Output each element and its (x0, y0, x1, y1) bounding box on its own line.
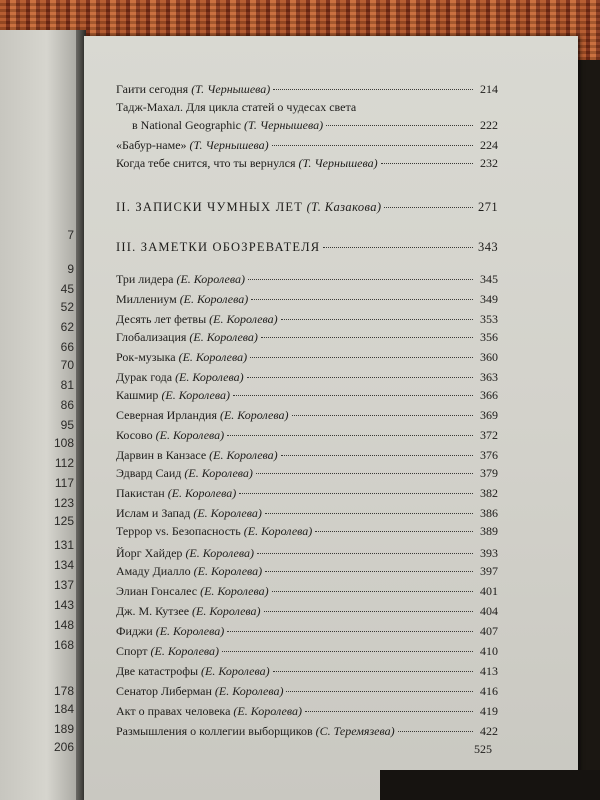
toc-entry-author: (Е. Королева) (192, 604, 261, 618)
toc-entry (116, 82, 498, 98)
toc-entry-page: 363 (480, 370, 498, 384)
toc-entry (116, 156, 498, 172)
toc-leader-dots (247, 377, 473, 378)
toc-entry-author: (Е. Королева) (176, 272, 245, 286)
left-page-number: 117 (54, 476, 74, 490)
left-page-number: 123 (53, 496, 74, 510)
toc-entry-author: (Е. Королева) (155, 624, 225, 638)
toc-entry-page: 416 (480, 684, 498, 698)
toc-entry-author: (Е. Королева) (150, 644, 220, 658)
toc-section (116, 240, 498, 256)
toc-section (116, 200, 498, 216)
toc-entry-title: Северная Ирландия (116, 408, 217, 422)
left-page-number: 206 (53, 740, 74, 754)
toc-leader-dots (273, 89, 473, 90)
toc-entry-page: 393 (480, 546, 498, 560)
toc-entry-title: Когда тебе снится, что ты вернулся (116, 156, 296, 170)
left-page-number: 108 (53, 436, 74, 450)
toc-entry-title: Три лидера (116, 272, 174, 286)
toc-entry (116, 312, 498, 328)
left-page-number: 86 (60, 398, 74, 412)
toc-entry-author: (Е. Королева) (167, 486, 237, 500)
toc-leader-dots (256, 473, 473, 474)
toc-entry (116, 350, 498, 366)
left-page-number: 66 (60, 340, 74, 354)
toc-entry-author: (Е. Королева) (179, 292, 249, 306)
toc-leader-dots (315, 531, 473, 532)
toc-leader-dots (398, 731, 473, 732)
toc-entry-title: Глобализация (116, 330, 187, 344)
toc-entry-author: (Е. Королева) (189, 330, 258, 344)
left-page-number: 62 (60, 320, 74, 334)
left-page-number: 9 (67, 262, 74, 276)
toc-entry-author: (Т. Чернышева) (189, 138, 269, 152)
toc-leader-dots (384, 207, 473, 208)
toc-entry (116, 546, 498, 562)
left-page-number: 52 (60, 300, 74, 314)
left-page-number: 168 (53, 638, 74, 652)
toc-entry-title: Десять лет фетвы (116, 312, 207, 326)
toc-entry-page: 407 (480, 624, 498, 638)
toc-leader-dots (281, 319, 473, 320)
left-page-number: 184 (53, 702, 74, 716)
toc-entry-author: (Е. Королева) (209, 448, 278, 462)
toc-entry-author: (Е. Королева) (193, 564, 263, 578)
toc-entry-page: 379 (480, 466, 498, 480)
toc-entry (116, 624, 498, 640)
toc-entry-page: 360 (480, 350, 498, 364)
toc-entry-title: Спорт (116, 644, 148, 658)
toc-entry (116, 428, 498, 444)
toc-entry-title: Гаити сегодня (116, 82, 189, 96)
toc-entry (116, 524, 498, 540)
left-page-number: 112 (54, 456, 74, 470)
toc-entry-title: Амаду Диалло (116, 564, 191, 578)
toc-entry-author: (Е. Королева) (185, 546, 254, 560)
left-page-number: 45 (60, 282, 74, 296)
toc-entry (116, 564, 498, 580)
toc-entry-title: III. ЗАМЕТКИ ОБОЗРЕВАТЕЛЯ (116, 240, 321, 254)
toc-entry-title: Кашмир (116, 388, 159, 402)
toc-entry (116, 448, 498, 464)
toc-entry-page: 369 (480, 408, 498, 422)
toc-entry-page: 353 (480, 312, 498, 326)
toc-entry-title: в National Geographic (132, 118, 241, 132)
toc-entry-title: Две катастрофы (116, 664, 199, 678)
toc-entry (116, 644, 498, 660)
toc-entry-title: Миллениум (116, 292, 177, 306)
toc-leader-dots (222, 651, 473, 652)
toc-entry (116, 604, 498, 620)
toc-leader-dots (264, 611, 473, 612)
toc-entry-title: Дарвин в Канзасе (116, 448, 207, 462)
toc-leader-dots (305, 711, 473, 712)
toc-entry-author: (Е. Королева) (178, 350, 248, 364)
toc-leader-dots (272, 145, 473, 146)
toc-entry-page: 345 (480, 272, 498, 286)
toc-entry-author: (Е. Королева) (184, 466, 253, 480)
toc-entry-author: (Е. Королева) (200, 584, 269, 598)
toc-leader-dots (239, 493, 473, 494)
left-page-number: 81 (60, 378, 74, 392)
left-page-number: 134 (53, 558, 74, 572)
toc-entry (116, 684, 498, 700)
toc-entry-title: Размышления о коллегии выборщиков (116, 724, 313, 738)
left-page-number: 95 (60, 418, 74, 432)
toc-entry-author: (Е. Королева) (201, 664, 270, 678)
toc-leader-dots (265, 513, 473, 514)
toc-leader-dots (381, 163, 473, 164)
toc-entry-page: 413 (480, 664, 498, 678)
toc-leader-dots (323, 247, 473, 248)
toc-entry-title: Террор vs. Безопасность (116, 524, 241, 538)
left-page-number: 143 (53, 598, 74, 612)
toc-entry (116, 388, 498, 404)
toc-entry-page: 271 (478, 200, 498, 214)
left-page-number: 178 (53, 684, 74, 698)
toc-entry-page: 389 (480, 524, 498, 538)
toc-entry-author: (Е. Королева) (161, 388, 230, 402)
toc-entry-title: Тадж-Махал. Для цикла статей о чудесах света (116, 100, 357, 114)
toc-entry-title: Дж. М. Кутзее (116, 604, 190, 618)
toc-entry-title: Эдвард Саид (116, 466, 182, 480)
toc-entry-page: 222 (480, 118, 498, 132)
toc-entry (116, 506, 498, 522)
toc-leader-dots (227, 631, 473, 632)
toc-entry (116, 408, 498, 424)
toc-entry (116, 466, 498, 482)
toc-entry-author: (Е. Королева) (175, 370, 244, 384)
toc-leader-dots (281, 455, 473, 456)
toc-entry-author: (Е. Королева) (219, 408, 289, 422)
left-page-number: 7 (67, 228, 74, 242)
toc-leader-dots (261, 337, 473, 338)
toc-leader-dots (265, 571, 473, 572)
toc-entry (116, 330, 498, 346)
toc-entry-title: Пакистан (116, 486, 165, 500)
toc-entry (116, 292, 498, 308)
toc-entry (132, 118, 498, 134)
previous-page-edge (0, 30, 78, 800)
toc-entry-title: Йорг Хайдер (116, 546, 183, 560)
toc-entry (116, 724, 498, 740)
toc-entry-author: (Е. Королева) (209, 312, 278, 326)
toc-entry (116, 704, 498, 720)
toc-entry-author: (Т. Казакова) (306, 200, 382, 214)
toc-leader-dots (257, 553, 473, 554)
toc-entry (116, 272, 498, 288)
toc-leader-dots (292, 415, 474, 416)
toc-leader-dots (248, 279, 473, 280)
left-page-number: 125 (53, 514, 74, 528)
toc-entry (116, 370, 498, 386)
toc-entry-title: Дурак года (116, 370, 173, 384)
toc-entry (116, 138, 498, 154)
toc-leader-dots (286, 691, 473, 692)
left-page-number: 189 (53, 722, 74, 736)
toc-entry-title: Ислам и Запад (116, 506, 191, 520)
toc-entry-title: Сенатор Либерман (116, 684, 212, 698)
toc-leader-dots (227, 435, 473, 436)
toc-entry-page: 224 (480, 138, 498, 152)
toc-entry-author: (Е. Королева) (233, 704, 302, 718)
toc-entry-page: 422 (480, 724, 498, 738)
toc-entry-title: Элиан Гонсалес (116, 584, 198, 598)
toc-entry-page: 382 (480, 486, 498, 500)
dark-object (380, 770, 600, 800)
toc-entry-title: Косово (116, 428, 153, 442)
toc-leader-dots (273, 671, 473, 672)
toc-entry-page: 214 (480, 82, 498, 96)
toc-entry-page: 419 (480, 704, 498, 718)
toc-entry-author: (Т. Чернышева) (243, 118, 324, 132)
toc-entry (116, 100, 498, 116)
toc-entry-page: 376 (480, 448, 498, 462)
toc-entry (116, 584, 498, 600)
toc-entry-page: 349 (480, 292, 498, 306)
toc-entry-title: II. ЗАПИСКИ ЧУМНЫХ ЛЕТ (116, 200, 304, 214)
toc-entry-title: Акт о правах человека (116, 704, 231, 718)
toc-entry-page: 386 (480, 506, 498, 520)
toc-entry-title: «Бабур-наме» (116, 138, 187, 152)
toc-entry-author: (Е. Королева) (243, 524, 313, 538)
toc-entry-author: (С. Теремязева) (315, 724, 395, 738)
left-page-number: 148 (53, 618, 74, 632)
toc-entry-page: 372 (480, 428, 498, 442)
toc-entry-title: Фиджи (116, 624, 153, 638)
toc-leader-dots (233, 395, 473, 396)
toc-entry-page: 356 (480, 330, 498, 344)
toc-entry-author: (Е. Королева) (193, 506, 262, 520)
toc-entry-author: (Е. Королева) (214, 684, 284, 698)
toc-entry-author: (Т. Чернышева) (191, 82, 271, 96)
toc-leader-dots (272, 591, 473, 592)
toc-entry-author: (Е. Королева) (155, 428, 225, 442)
page-number: 525 (474, 742, 492, 756)
left-page-number: 137 (53, 578, 74, 592)
left-page-number: 131 (53, 538, 74, 552)
toc-entry-page: 410 (480, 644, 498, 658)
left-page-number: 70 (60, 358, 74, 372)
toc-entry-page: 397 (480, 564, 498, 578)
toc-entry-author: (Т. Чернышева) (298, 156, 378, 170)
toc-entry-page: 343 (478, 240, 498, 254)
toc-entry (116, 486, 498, 502)
toc-leader-dots (326, 125, 473, 126)
toc-entry-page: 366 (480, 388, 498, 402)
toc-leader-dots (251, 299, 473, 300)
toc-entry-page: 401 (480, 584, 498, 598)
toc-entry-page: 404 (480, 604, 498, 618)
toc-entry-page: 232 (480, 156, 498, 170)
toc-leader-dots (250, 357, 473, 358)
toc-entry-title: Рок-музыка (116, 350, 176, 364)
toc-entry (116, 664, 498, 680)
